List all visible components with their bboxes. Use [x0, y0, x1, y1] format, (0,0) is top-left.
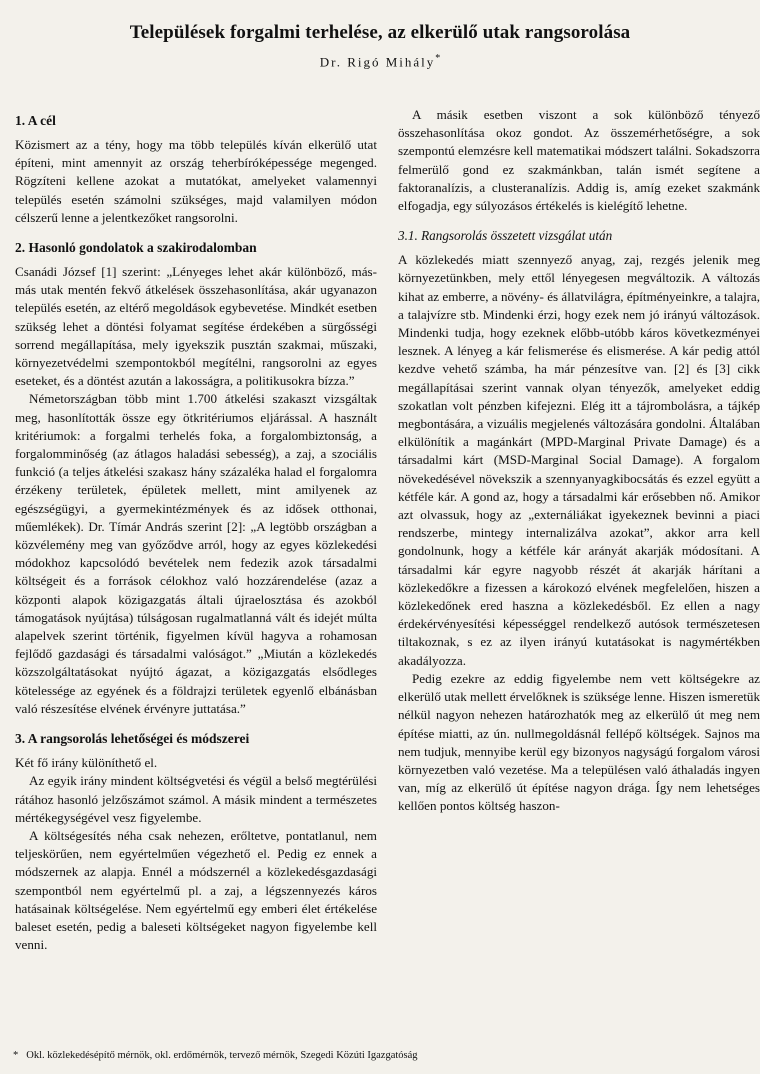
section-1-heading: 1. A cél	[15, 113, 56, 128]
author-footnote-mark: *	[435, 53, 441, 64]
section-3-paragraph-2: Az egyik irány mindent költségvetési és végül a belső megtérülési rátához hasonló jelzőszámot számol. A másik mindent a természetes mértékegységével vesz figyelembe.	[15, 773, 377, 825]
section-3-1-paragraph-1: A közlekedés miatt szennyező anyag, zaj, rezgés jelenik meg környezetünkben, mely ettől lényegesen megváltozik. A változás kihat az emberre, a növény- és állatvilágra, építményeinkre, a talajra, a talajvízre stb. Mindenki érzi, hogy ezek nem jó irányú változások. Mindenki tudja, hogy ezeknek előbb-utóbb káros következményei lesznek. A lényeg a kár felismerése és elismerése. A kár pedig attól kezdve vehető számba, ha már pénzesítve van. [2] és [3] cikk megállapításai szerint vannak olyan tényezők, amelyeket eddig szokatlan volt pénzben kifejezni. Elég itt a tájrombolásra, a tájkép megbontására, a vizuális megjelenés változására gondolni. Általában elkülönítik a magánkárt (MPD-Marginal Private Damage) és a társadalmi kárt (MSD-Marginal Social Damage). A forgalom növekedésével növekszik a szennyanyagkibocsátás és ezzel együtt a kétféle kár. A gond az, hogy a társadalmi kár erősebben nő. Amikor azt olvassuk, hogy az „externáliákat igyekeznek bevinni a piaci rendszerbe, mintegy internalizálva azokat”, akkor arra kell gondolnunk, hogy a kétféle kár arányát akarják módosítani. A társadalmi kár egyre nagyobb részét át akarják hárítani a közlekedőkre a fizessen a károkozó elvének megfelelően, hiszen a közlekedőnek ered haszna a közlekedésből. Ez ellen a nagy érdekérvényesítési képességgel rendelkező autósok természetesen tiltakoznak, s ez az ilyen irányú kutatásokat is nagymértékben akadályozza.	[398, 252, 760, 668]
right-column	[398, 106, 760, 816]
author-name: Dr. Rigó Mihály	[319, 54, 436, 70]
article-author	[0, 53, 760, 70]
section-3-heading: 3. A rangsorolás lehetőségei és módszerei	[15, 731, 250, 747]
article-title: Települések forgalmi terhelése, az elkerülő utak rangsorolása	[129, 22, 631, 43]
section-3-1-heading: 3.1. Rangsorolás összetett vizsgálat után	[398, 228, 613, 244]
left-column	[15, 112, 377, 954]
section-3-1-paragraph-2: Pedig ezekre az eddig figyelembe nem vett költségekre az elkerülő utak mellett érvelőknek is szüksége lenne. Hiszen ismeretük nélkül nagyon nehezen határozhatók meg az elkerülő út meg nem építése miatti, az ún. nullmegoldásnál fellépő költségek. Sajnos ma nem tudjuk, mennyibe kerül egy bizonyos nagyságú forgalom városi környezetben való vezetése. Ma a településen való áthaladás ingyen van, míg az elkerülő út építése nagyon drága. Így nem lehetséges kellően pontos költség haszon-	[398, 670, 760, 814]
section-2-heading: 2. Hasonló gondolatok a szakirodalomban	[15, 240, 257, 256]
section-3-paragraph-4: A másik esetben viszont a sok különböző tényező összehasonlítása okoz gondot. Az összemérhetőségre, a sok szempontú elemzésre kell matematikai módszert találni. Sokadszorra felmerülő gond ez szakmánkban, talán ismét segítene a faktoranalízis, a clusteranalízis. Addig is, amíg ezeket szakmánk elfogadja, egy súlyozásos értékelés is kielégítő lehetne.	[398, 107, 760, 214]
section-3-paragraph-1: Két fő irány különíthető el.	[15, 755, 158, 771]
footnote	[13, 1050, 418, 1061]
footnote-text: Okl. közlekedésépítő mérnök, okl. erdőmérnök, tervező mérnök, Szegedi Közúti Igazgatóság	[26, 1050, 418, 1061]
section-3-paragraph-3: A költségesítés néha csak nehezen, erőltetve, pontatlanul, nem teljeskörűen, nem egyértelműen végezhető el. Pedig ez ennek a módszernek az alapja. Ennél a módszernél a közlekedésgazdasági szempontból nem egyértelmű pl. a zaj, a légszennyezés káros hatásainak költségelése. Nem egyértelmű egy emberi élet értékelése baleset esetén, pedig a baleseti költségeket nagyon figyelembe kell venni.	[15, 827, 377, 953]
section-2-paragraph-1: Csanádi József [1] szerint: „Lényeges lehet akár különböző, más-más utak mentén fekvő átkelések összehasonlítása, akár ugyanazon település esetén, az eltérő megoldások egybevetése. Mindkét esetben szükség lehet a döntési folyamat segítése érdekében a sürgősségi sorrend megállapítása, mely igyekszik pusztán szakmai, műszaki, környezetvédelmi szempontokból megítélni, rangsorolni az egyes eseteket, és a döntést azután a lakosságra, a politikusokra bízza.”	[15, 264, 377, 389]
section-2-paragraph-2: Németországban több mint 1.700 átkelési szakaszt vizsgáltak meg, hasonlították össze egy ötkritériumos eljárással. A használt kritériumok: a forgalmi terhelés foka, a forgalombiztonság, a forgalomminőség (az átlagos haladási sebesség), a zaj, a szociális funkció (a teljes átkelési szakasz hány százaléka halad el forgalomra érzékeny területek, épületek mellett, mint amilyenek az egészségügyi, a gyermekintézmények és az idősek otthonai, műemlékek). Dr. Tímár András szerint [2]: „A legtöbb országban a közvélemény meg van győződve arról, hogy az egyes közlekedési módokhoz kapcsolódó bevételek nem fedezik azok társadalmi költségeit és a források célokhoz való hozzárendelése (azaz a központi alapok közigazgatás általi újraelosztása és azokból támogatások nyújtása) túlságosan rugalmatlanná vált és idejét múlta alapelvek szerint történik, figyelmen kívül hagyva a rohamosan fejlődő gazdasági és társadalmi valóságot.” „Miután a közlekedés közszolgáltatásokat nyújtó ágazat, a közigazgatás elsődleges kötelessége az egyének és a földrajzi területek egyenlő elbánásban való részesítése elvének érvényre juttatása.”	[15, 391, 377, 716]
section-1-paragraph: Közismert az a tény, hogy ma több település kíván elkerülő utat építeni, mint amennyit az ország teherbíróképessége megenged. Rögzíteni kellene azokat a mutatókat, amelyeket valamennyi település esetén számolni szükséges, majd valamilyen módon célszerű lenne a jelentkezőket rangsorolni.	[15, 137, 377, 225]
footnote-mark: *	[13, 1050, 19, 1061]
